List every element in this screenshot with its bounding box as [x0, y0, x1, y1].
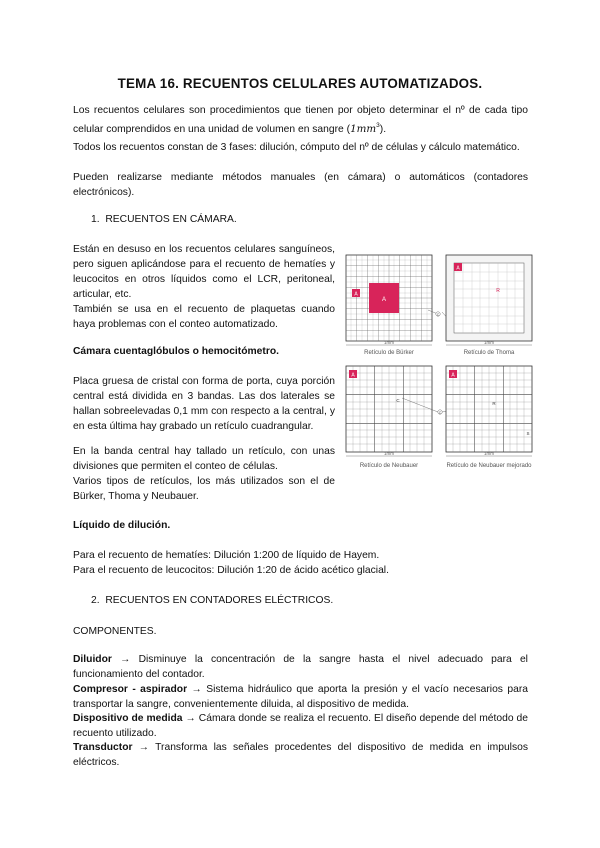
chamber-subheading: Cámara cuentaglóbulos o hemocitómetro.	[73, 346, 279, 357]
thoma-caption: Retículo de Thoma	[463, 350, 515, 356]
component-item: Compresor - aspirador → Sistema hidráulico que aporta la presión y el vacío necesarios para transportar la sangre, convenientemente diluida, al dispositivo de medida.	[73, 684, 528, 710]
chamber-paragraph-3: Varios tipos de retículos, los más utilizados son el de Bürker, Thoma y Neubauer.	[73, 476, 335, 502]
neubauer-improved-label-r: R	[492, 401, 496, 406]
unit-exponent: 3	[376, 122, 380, 129]
thoma-label-a: A	[456, 265, 460, 272]
connector-label-c: C	[436, 313, 440, 317]
chamber-paragraph-1: Placa gruesa de cristal con forma de porta, cuya porción central está dividida en 3 bandas. Las dos laterales se hallan sobreelevadas 0,1 mm con respecto a la central, y en esta última hay grabado un retículo cuadrangular.	[73, 376, 335, 432]
neubauer-improved-label-a: A	[451, 372, 455, 379]
section-1-heading: 1. RECUENTOS EN CÁMARA.	[91, 214, 237, 225]
component-item: Diluidor → Disminuye la concentración de la sangre hasta el nivel adecuado para el funcionamiento del contador.	[73, 654, 528, 680]
thoma-grid	[446, 255, 532, 356]
section-1-paragraph-1: Están en desuso en los recuentos celulares sanguíneos, pero siguen aplicándose para el recuento de hematíes y leucocitos en otros líquidos como el LCR, peritoneal, articular, etc.	[73, 244, 335, 300]
neubauer-improved-label-s: S	[526, 431, 530, 436]
neubauer-label-c: C	[396, 398, 400, 403]
dilution-line-1: Para el recuento de hematíes: Dilución 1:200 de líquido de Hayem.	[73, 550, 380, 561]
connector-label-c: C	[438, 411, 442, 415]
neubauer-improved-grid	[446, 366, 532, 469]
burker-label-a-small: A	[354, 291, 358, 298]
dilution-line-2: Para el recuento de leucocitos: Dilución 1:20 de ácido acético glacial.	[73, 565, 389, 576]
chamber-paragraph-2: En la banda central hay tallado un retículo, con unas divisiones que permiten el conteo de células.	[73, 446, 335, 472]
thoma-label-r: R	[496, 288, 500, 294]
section-1-paragraph-2: También se usa en el recuento de plaquetas cuando haya problemas con el conteo automatizado.	[73, 304, 335, 330]
thoma-scale-label: 1mm	[484, 340, 494, 345]
neubauer-scale-label: 1mm	[384, 451, 394, 456]
burker-caption: Retículo de Bürker	[364, 350, 414, 356]
component-item: Dispositivo de medida → Cámara donde se realiza el recuento. El diseño depende del método de recuento utilizado.	[73, 713, 528, 739]
burker-label-a: A	[381, 297, 387, 303]
component-item: Transductor → Transforma las señales procedentes del dispositivo de medida en impulsos eléctricos.	[73, 742, 528, 768]
section-2-heading: 2. RECUENTOS EN CONTADORES ELÉCTRICOS.	[91, 595, 334, 606]
unit-mm: 1mm	[350, 123, 377, 135]
page-title: TEMA 16. RECUENTOS CELULARES AUTOMATIZADOS.	[117, 76, 483, 91]
components-heading: COMPONENTES.	[73, 626, 157, 637]
neubauer-grid	[346, 366, 432, 469]
burker-grid	[346, 255, 432, 356]
neubauer-improved-caption: Retículo de Neubauer mejorado	[446, 463, 532, 469]
neubauer-improved-scale-label: 1mm	[484, 451, 494, 456]
intro-paragraph-1: Los recuentos celulares son procedimientos que tienen por objeto determinar el nº de cada tipo celular comprendidos en una unidad de volumen en sangre $(1mm^3)$.	[73, 105, 528, 135]
reticle-figure	[342, 252, 534, 478]
intro-paragraph-3: Pueden realizarse mediante métodos manuales (en cámara) o automáticos (contadores electrónicos).	[73, 172, 528, 198]
intro-paragraph-2: Todos los recuentos constan de 3 fases: dilución, cómputo del nº de células y cálculo matemático.	[73, 142, 520, 153]
burker-scale-label: 1mm	[384, 340, 394, 345]
neubauer-label-a: A	[351, 372, 355, 379]
neubauer-caption: Retículo de Neubauer	[359, 463, 419, 469]
dilution-heading: Líquido de dilución.	[73, 520, 171, 531]
